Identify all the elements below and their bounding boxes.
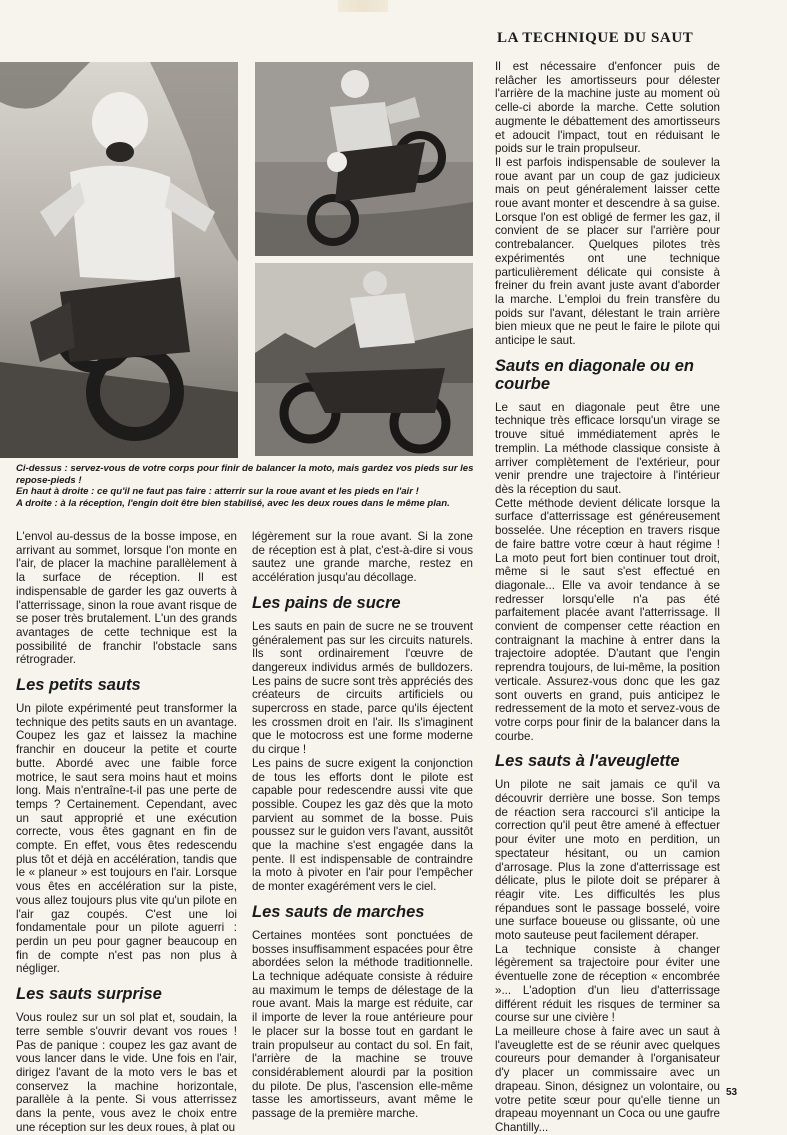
page-number: 53 [726, 1087, 738, 1098]
caption-line: En haut à droite : ce qu'il ne faut pas faire : atterrir sur la roue avant et les pieds en l'air ! [16, 486, 419, 497]
paragraph: La technique consiste à changer légèrement sa trajectoire pour éviter une éventuelle zone de réception « encombrée »... L'adoption d'un lieu d'atterrissage différent réduit les risques de terminer sa course sur une civière ! [495, 942, 720, 1025]
rider-landing-rear-wheel-photo [255, 263, 473, 456]
section-heading: Les sauts de marches [252, 902, 425, 921]
paragraph: Les sauts en pain de sucre ne se trouvent généralement pas sur les circuits naturels. Ils sont ordinairement l'œuvre de dangereux individus armés de bulldozers. Les pains de sucre sont très appréciés des créateurs de circuits artificiels ou supercross en stade, parce qu'ils éjectent les crossmen droit en l'air. Ils s'imaginent que le motocross est une forme moderne du cirque ! [252, 619, 473, 757]
paragraph: Un pilote ne sait jamais ce qu'il va découvrir derrière une bosse. Son temps de réaction sera raccourci s'il anticipe la correction qu'il peut être amené à effectuer pour éviter une moto en perdition, un spectateur hésitant, ou un camion d'arrosage. Plus la zone d'atterrissage est délicate, plus le pilote doit se préparer à réagir vite. Les difficultés les plus répandues sont le passage bosselé, voire une surface boueuse ou glissante, où une moto sauteuse peut facilement déraper. [495, 778, 720, 943]
section-heading: Sauts en diagonale ou en courbe [495, 356, 694, 393]
paragraph: Cette méthode devient délicate lorsque la surface d'atterrissage est généreusement bosselée. Une réception en travers risque de faire battre votre cœur à haut régime ! La moto peut fort bien continuer tout droit, même si le saut s'est effectué en diagonale... Elle va avoir tendance à se redresser lorsqu'elle n'a pas été parfaitement placée avant l'atterrissage. Il convient de compenser cette réaction en contraignant la machine à entrer dans la trajectoire adoptée. D'autant que l'engin reprendra toujours, de lui-même, la position verticale. Assurez-vous donc que les gaz sont ouverts en grand, puis anticipez le redressement de la moto et servez-vous de votre corps pour finir de la balancer dans la courbe. [495, 496, 720, 743]
section-heading: Les sauts à l'aveuglette [495, 752, 680, 771]
paragraph: Il est nécessaire d'enfoncer puis de relâcher les amortisseurs pour délester l'arrière de la machine juste au moment où celle-ci aborde la marche. Cette solution augmente le débattement des amortisseurs et adoucit l'impact, tout en réduisant le poids sur le train propulseur. [495, 60, 720, 156]
article-column-3 [495, 60, 720, 1135]
paragraph: Le saut en diagonale peut être une technique très efficace lorsqu'un virage se trouve situé immédiatement après le tremplin. La méthode classique consiste à arriver complètement de l'extérieur, pour venir prendre une trajectoire à l'intérieur dès la réception du saut. [495, 400, 720, 496]
rider-landing-front-wheel-photo [255, 62, 473, 256]
paragraph: Les pains de sucre exigent la conjonction de tous les efforts dont le pilote est capable pour redescendre aussi vite que possible. Coupez les gaz dès que la moto parvient au sommet de la bosse. Puis poussez sur le guidon vers l'avant, aussitôt que la machine s'est engagée dans la pente. Il est indispensable de contraindre la moto à pivoter en l'air pour l'empêcher de monter exagérément vers le ciel. [252, 756, 473, 894]
paragraph: Certaines montées sont ponctuées de bosses insuffisamment espacées pour être abordées selon la méthode traditionnelle. La technique adéquate consiste à réduire au maximum le temps de délestage de la roue avant. Mais la marge est réduite, car il importe de lever la roue antérieure pour le placer sur la bosse tout en gardant le train propulseur au contact du sol. En fait, l'arrière de la machine se trouve considérablement alourdi par la position du pilote. De plus, l'ascension elle-même tasse les amortisseurs, avant même le passage de la première marche. [252, 928, 473, 1121]
section-heading: Les sauts surprise [16, 985, 162, 1004]
paragraph: L'envol au-dessus de la bosse impose, en arrivant au sommet, lorsque l'on monte en l'air, de placer la machine parallèlement à la surface de réception. Il est indispensable de garder les gaz ouverts à l'atterrissage, sinon la roue avant risque de se poser très brutalement. L'un des grands avantages de cette technique est la possibilité de franchir l'obstacle sans rétrograder. [16, 530, 237, 667]
article-column-1 [16, 530, 237, 1134]
page-smudge [338, 0, 388, 12]
motocross-rider-jump-photo [0, 62, 238, 458]
caption-line: A droite : à la réception, l'engin doit être bien stabilisé, avec les deux roues dans le même plan. [16, 497, 450, 509]
paragraph: Un pilote expérimenté peut transformer la technique des petits sauts en un avantage. Coupez les gaz et laissez la machine franchir en douceur la petite et courte butte. Abordé avec une faible force motrice, le saut sera moins haut et moins long. Mais n'entraîne-t-il pas une perte de temps ? Certainement. Cependant, avec un saut approprié et une exécution correcte, vous êtes gagnant en fin de compte. En effet, vous êtes redescendu plus tôt et déjà en accélération, tandis que le « planeur » est toujours en l'air. Lorsque vous êtes en accélération sur la piste, vous allez toujours plus vite qu'un pilote en l'air gaz coupés. C'est une loi fondamentale pour un pilote aguerri : perdin un peu pour gagner beaucoup en fin de compte n'est pas non plus à négliger. [16, 702, 237, 976]
photo-caption [16, 463, 486, 509]
page-title: LA TECHNIQUE DU SAUT [497, 30, 694, 46]
paragraph: légèrement sur la roue avant. Si la zone de réception est à plat, c'est-à-dire si vous sautez une grande marche, restez en accélération jusqu'au décollage. [252, 530, 473, 585]
section-heading: Les petits sauts [16, 676, 141, 695]
paragraph: Il est parfois indispensable de soulever la roue avant par un coup de gaz judicieux mais on peut généralement laisser cette roue avant monter et descendre à sa guise. Lorsque l'on est obligé de fermer les gaz, il convient de se placer sur l'arrière pour contrebalancer. Quelques pilotes très expérimentés ont une technique particulièrement délicate qui consiste à freiner du frein avant juste avant d'aborder la marche. L'emploi du frein transfère du poids sur l'avant, délestant le train arrière bien mieux que ne peut le faire le pilote qui anticipe le saut. [495, 155, 720, 348]
article-column-2 [252, 530, 473, 1121]
paragraph: Vous roulez sur un sol plat et, soudain, la terre semble s'ouvrir devant vos roues ! Pas de panique : coupez les gaz avant de vous lancer dans le vide. Une fois en l'air, dirigez l'avant de la moto vers le bas et conservez la machine horizontale, parallèle à la pente. Si vous atterrissez dans la pente, vous avez le choix entre une réception sur les deux roues, à plat ou [16, 1011, 237, 1134]
paragraph: La meilleure chose à faire avec un saut à l'aveuglette est de se réunir avec quelques coureurs pour demander à l'organisateur d'y placer un commissaire avec un drapeau. Sinon, désignez un volontaire, ou votre petite sœur pour qu'elle tienne un drapeau moyennant un Coca ou une gaufre Chantilly... [495, 1025, 720, 1134]
section-heading: Les pains de sucre [252, 593, 401, 612]
caption-line: Ci-dessus : servez-vous de votre corps pour finir de balancer la moto, mais gardez vos pieds sur les repose-pieds ! [16, 463, 474, 486]
